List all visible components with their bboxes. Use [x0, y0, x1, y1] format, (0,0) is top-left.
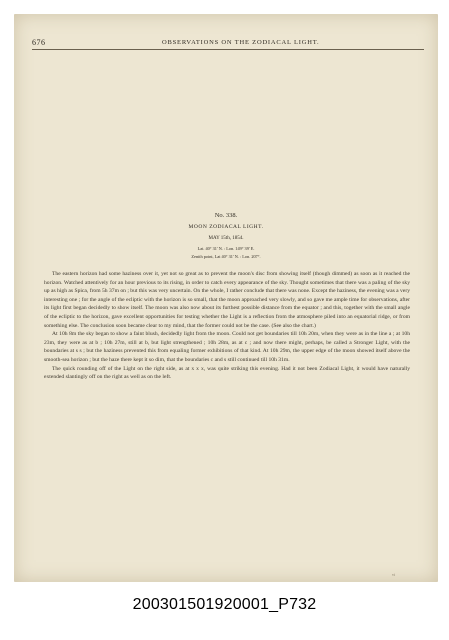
image-caption: 200301501920001_P732 — [132, 596, 317, 613]
section-number: No. 338. — [214, 212, 238, 219]
paragraph: The quick rounding off of the Light on the right side, as at x x x, was quite striking this evening. Had it not been Zodiacal Light, it would have naturally extended slantingly off on the right as well as on the left. — [44, 365, 410, 381]
page-number: 676 — [32, 38, 46, 47]
section-coordinates: Lat. 40° 31' N. : Lon. 149° 39' E. — [197, 246, 255, 251]
body-text — [44, 270, 410, 382]
paragraph: At 10h 8m the sky began to show a faint blush, decidedly light from the moon. Could not get boundaries till 10h 20m, when they were as in the line a ; at 10h 23m, they were as at b ; 10h 27m, still at b, but light strengthened ; 10h 28m, as at c ; and now there might, perhaps, be called a Stronger Light, with the boundaries at s s ; but the haziness prevented this from equaling former exhibitions of that kind. At 10h 29m, the upper edge of the moon showed itself above the smooth-sea horizon ; but the haze there kept it so dim, that the boundaries c and s still continued till 10h 31m. — [44, 331, 410, 363]
section-title: MOON ZODIACAL LIGHT. — [188, 224, 264, 230]
running-title: OBSERVATIONS ON THE ZODIACAL LIGHT. — [162, 39, 320, 46]
header-rule — [32, 49, 424, 50]
paragraph: The eastern horizon had some haziness over it, yet not so great as to prevent the moon's disc from showing itself (though dimmed) as soon as it reached the horizon. Watched attentively for an hour previous to its rising, in order to catch every appearance of the sky. Thought sometimes that there was a paling of the sky up as high as Spica, from 5h 37m on ; but this was very uncertain. On the whole, I rather conclude that there was none. Except the haziness, the evening was a very interesting one ; for the angle of the ecliptic with the horizon is so small, that the moon approached very slowly, and so gave me ample time for observations, after its light first began decidedly to show itself. The moon was also now about its furthest possible distance from the equator ; and this, together with the small angle of the ecliptic to the horizon, gave excellent opportunities for testing whether the Light is a reflection from the atmosphere piled into an equatorial ridge, or from something else. The conclusion soon became clear to my mind, that the former could not be the case. (See also the chart.) — [44, 271, 410, 329]
section-zenith-coordinates: Zenith point, Lat 40° 31' N. : Lon. 207°. — [191, 254, 261, 259]
page-mark: vi — [392, 572, 396, 577]
document-page — [14, 14, 438, 582]
section-date: MAY 15th, 1854. — [208, 236, 244, 241]
